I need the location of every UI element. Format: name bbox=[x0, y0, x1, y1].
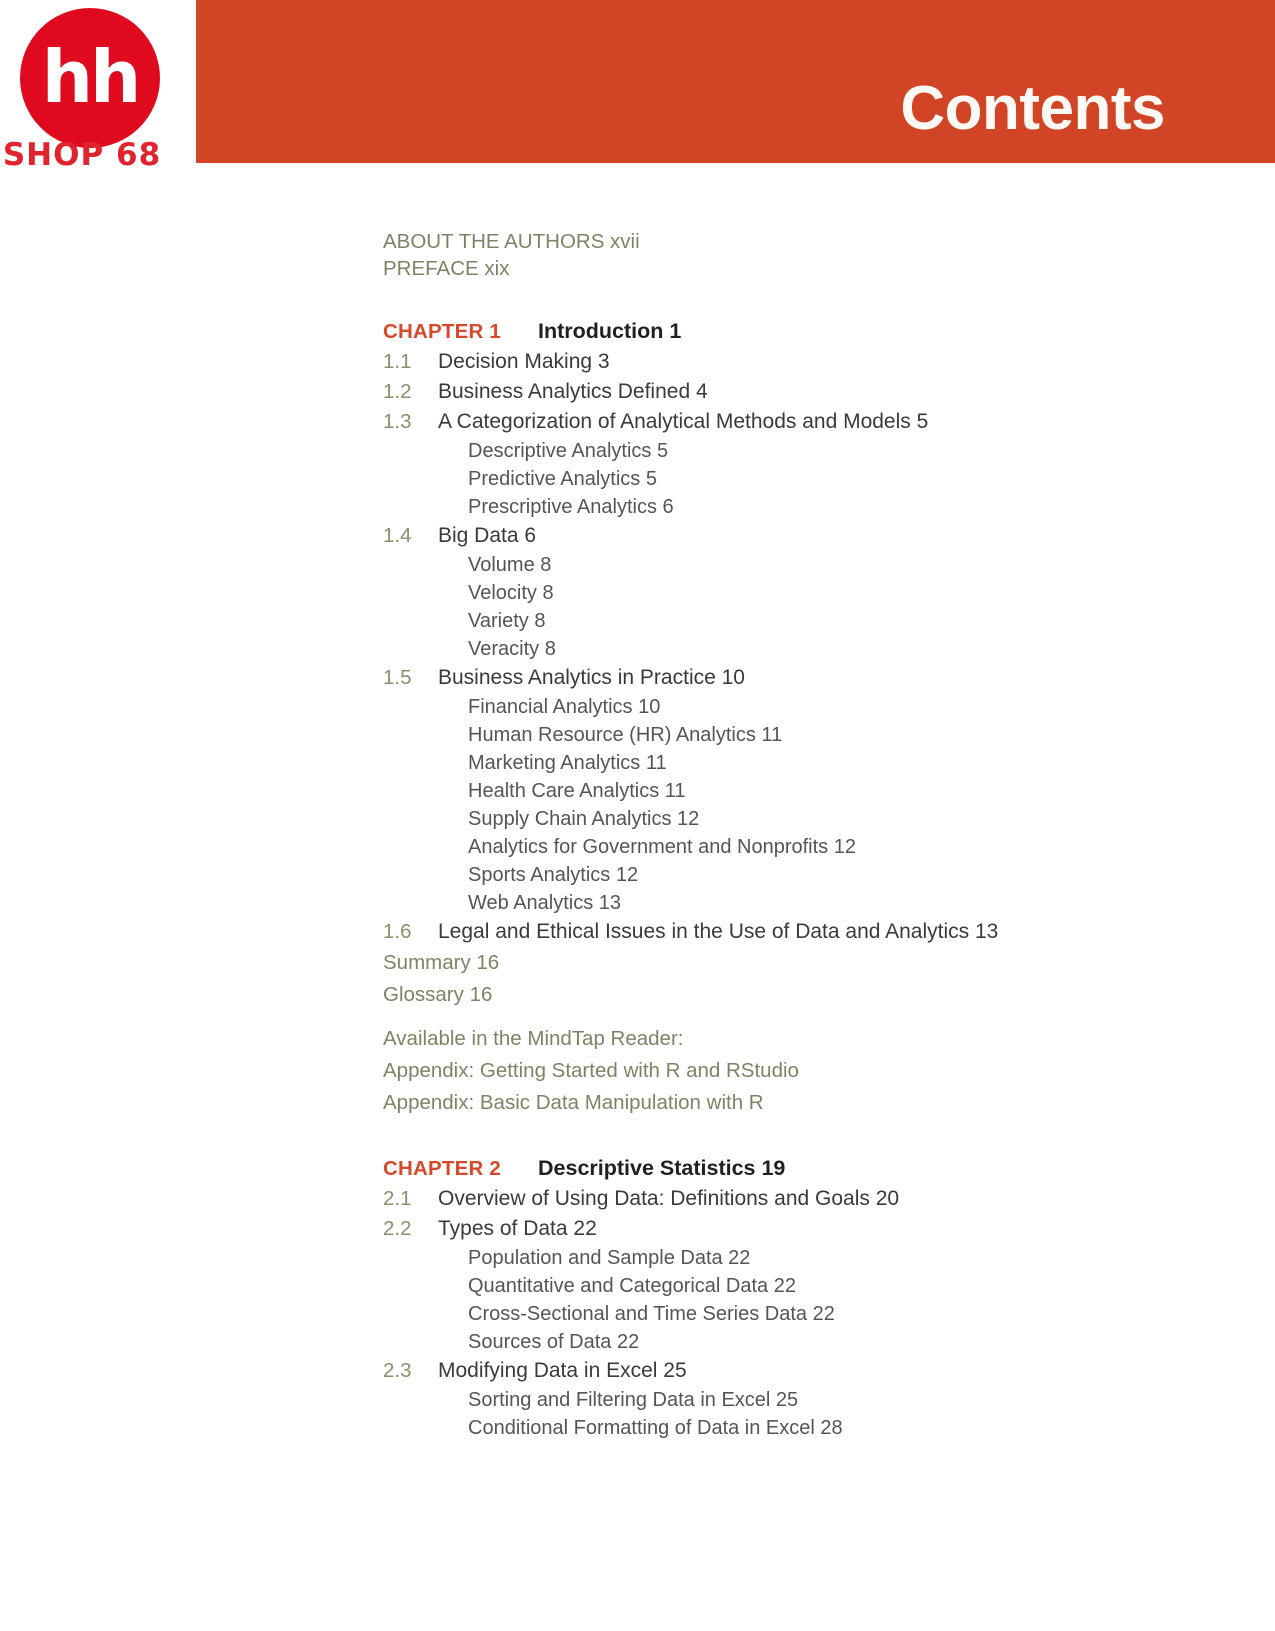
chapter-block-2 bbox=[383, 1153, 1213, 1442]
section-number: 2.2 bbox=[383, 1217, 412, 1240]
toc-subsection-row[interactable]: Financial Analytics 10 bbox=[468, 696, 661, 718]
toc-section-row[interactable] bbox=[383, 521, 1213, 551]
section-title: Business Analytics in Practice 10 bbox=[438, 666, 745, 689]
toc-section-row[interactable] bbox=[383, 1214, 1213, 1244]
section-title: Decision Making 3 bbox=[438, 350, 610, 373]
chapter-entries bbox=[383, 1184, 1213, 1442]
toc-back-matter-row[interactable]: Summary 16 bbox=[383, 951, 500, 974]
toc-mindtap-row[interactable]: Appendix: Basic Data Manipulation with R bbox=[383, 1091, 764, 1114]
toc-section-row[interactable] bbox=[383, 1184, 1213, 1214]
section-title: Legal and Ethical Issues in the Use of Data and Analytics 13 bbox=[438, 920, 999, 943]
toc-subsection-row[interactable]: Health Care Analytics 11 bbox=[468, 780, 686, 802]
toc-subsection-row[interactable]: Volume 8 bbox=[468, 554, 552, 576]
section-number: 1.1 bbox=[383, 350, 412, 373]
toc-subsection-row[interactable]: Sources of Data 22 bbox=[468, 1331, 640, 1353]
toc-subsection-row[interactable]: Human Resource (HR) Analytics 11 bbox=[468, 724, 783, 746]
toc-subsection-row[interactable]: Sports Analytics 12 bbox=[468, 864, 639, 886]
chapter-heading[interactable] bbox=[383, 1153, 1213, 1184]
section-number: 2.3 bbox=[383, 1359, 412, 1382]
header-band bbox=[196, 0, 1275, 163]
toc-section-row[interactable] bbox=[383, 347, 1213, 377]
toc-subsection-row[interactable]: Population and Sample Data 22 bbox=[468, 1247, 751, 1269]
toc-subsection-row[interactable]: Marketing Analytics 11 bbox=[468, 752, 667, 774]
chapter-heading[interactable] bbox=[383, 316, 1213, 347]
logo-wordmark: SHOP 68 bbox=[2, 137, 162, 173]
toc-mindtap-row[interactable]: Appendix: Getting Started with R and RStudio bbox=[383, 1059, 799, 1082]
spacer bbox=[383, 1119, 1213, 1153]
toc-subsection-row[interactable]: Descriptive Analytics 5 bbox=[468, 440, 669, 462]
section-number: 1.5 bbox=[383, 666, 412, 689]
toc-subsection-row[interactable]: Web Analytics 13 bbox=[468, 892, 622, 914]
logo-monogram: hh bbox=[41, 35, 139, 119]
page-title: Contents bbox=[900, 74, 1165, 143]
spacer bbox=[383, 1011, 1213, 1023]
chapter-entries bbox=[383, 347, 1213, 947]
front-matter-group bbox=[383, 228, 1213, 282]
section-number: 1.3 bbox=[383, 410, 412, 433]
chapter-title: Introduction 1 bbox=[538, 319, 682, 343]
toc-back-matter-row[interactable]: Glossary 16 bbox=[383, 983, 493, 1006]
toc-section-row[interactable] bbox=[383, 377, 1213, 407]
section-title: Types of Data 22 bbox=[438, 1217, 597, 1240]
spacer bbox=[383, 282, 1213, 316]
front-matter-item: ABOUT THE AUTHORS xvii bbox=[383, 230, 640, 253]
toc-subsection-row[interactable]: Conditional Formatting of Data in Excel 28 bbox=[468, 1417, 843, 1439]
section-number: 1.6 bbox=[383, 920, 412, 943]
section-title: Overview of Using Data: Definitions and Goals 20 bbox=[438, 1187, 900, 1210]
watermark-logo bbox=[0, 0, 196, 180]
chapter-label: CHAPTER 2 bbox=[383, 1157, 501, 1180]
toc-subsection-row[interactable]: Prescriptive Analytics 6 bbox=[468, 496, 674, 518]
toc-subsection-row[interactable]: Cross-Sectional and Time Series Data 22 bbox=[468, 1303, 835, 1325]
section-number: 1.4 bbox=[383, 524, 412, 547]
toc-section-row[interactable] bbox=[383, 407, 1213, 437]
chapter-label: CHAPTER 1 bbox=[383, 320, 501, 343]
toc-mindtap-row[interactable]: Available in the MindTap Reader: bbox=[383, 1027, 684, 1050]
section-title: A Categorization of Analytical Methods and Models 5 bbox=[438, 410, 929, 433]
front-matter-item: PREFACE xix bbox=[383, 257, 510, 280]
toc-subsection-row[interactable]: Velocity 8 bbox=[468, 582, 554, 604]
toc-subsection-row[interactable]: Sorting and Filtering Data in Excel 25 bbox=[468, 1389, 799, 1411]
table-of-contents bbox=[383, 228, 1213, 1442]
toc-subsection-row[interactable]: Quantitative and Categorical Data 22 bbox=[468, 1275, 796, 1297]
toc-subsection-row[interactable]: Predictive Analytics 5 bbox=[468, 468, 657, 490]
toc-subsection-row[interactable]: Supply Chain Analytics 12 bbox=[468, 808, 700, 830]
toc-subsection-row[interactable]: Variety 8 bbox=[468, 610, 546, 632]
section-title: Big Data 6 bbox=[438, 524, 537, 547]
toc-section-row[interactable] bbox=[383, 917, 1213, 947]
section-number: 2.1 bbox=[383, 1187, 412, 1210]
mindtap-block bbox=[383, 1023, 1213, 1119]
section-number: 1.2 bbox=[383, 380, 412, 403]
toc-section-row[interactable] bbox=[383, 663, 1213, 693]
chapter-block-1 bbox=[383, 316, 1213, 1119]
section-title: Business Analytics Defined 4 bbox=[438, 380, 708, 403]
toc-subsection-row[interactable]: Veracity 8 bbox=[468, 638, 556, 660]
chapter-back-matter bbox=[383, 947, 1213, 1011]
chapter-title: Descriptive Statistics 19 bbox=[538, 1156, 786, 1180]
toc-subsection-row[interactable]: Analytics for Government and Nonprofits 12 bbox=[468, 836, 856, 858]
toc-section-row[interactable] bbox=[383, 1356, 1213, 1386]
section-title: Modifying Data in Excel 25 bbox=[438, 1359, 687, 1382]
